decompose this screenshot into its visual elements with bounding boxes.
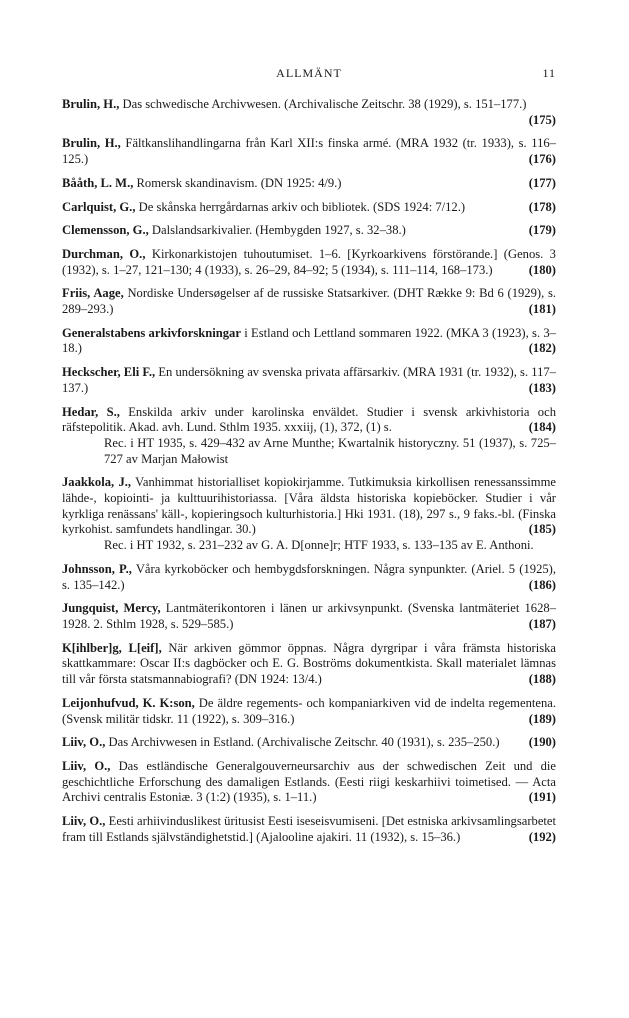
bibliography-entry bbox=[62, 562, 556, 593]
bibliography-entry bbox=[62, 814, 556, 845]
entry-number: (187) bbox=[528, 616, 556, 631]
entry-number: (175) bbox=[528, 112, 556, 127]
entry-number: (176) bbox=[528, 152, 556, 167]
entry-author: Hedar, S., bbox=[62, 404, 120, 419]
entry-text: Lantmäterikontoren i länen ur arkivsynpunkt. (Svenska lantmäteriet 1628–1928. 2. Sthlm 1928, s. 529–585.) bbox=[62, 601, 556, 631]
entry-text: Dalslandsarkivalier. (Hembygden 1927, s. 32–38.) bbox=[148, 223, 406, 238]
page-number: 11 bbox=[542, 66, 556, 80]
entry-text: Eesti arhiivinduslikest üritusist Eesti iseseisvumiseni. [Det estniska arkivsamlingsarbetet fram till Estlands självständighetstid.] (Ajalooline ajakiri. 11 (1932), s. 15–36.) bbox=[62, 814, 557, 844]
entry-number: (185) bbox=[528, 522, 556, 537]
running-header bbox=[62, 66, 556, 84]
bibliography-entry bbox=[62, 97, 556, 128]
entry-author: Brulin, H., bbox=[62, 136, 121, 151]
bibliography-entry bbox=[62, 475, 556, 554]
entry-number: (182) bbox=[528, 341, 556, 356]
entry-author: Liiv, O., bbox=[62, 735, 106, 750]
entry-author: Johnsson, P., bbox=[62, 561, 132, 576]
bibliography-entry bbox=[62, 365, 556, 396]
entry-author: Friis, Aage, bbox=[62, 286, 124, 301]
entry-number: (190) bbox=[528, 735, 556, 750]
bibliography-entry bbox=[62, 223, 556, 239]
entry-author: Liiv, O., bbox=[62, 814, 106, 829]
entry-text: Kirkonarkistojen tuhoutumiset. 1–6. [Kyrkoarkivens förstörande.] (Genos. 3 (1932), s. 1–27, 121–130; 4 (1933), s. 26–29, 84–92; 5 (1934), s. 111–114, 168–173.) bbox=[62, 246, 556, 277]
entry-text: Nordiske Undersøgelser af de russiske Statsarkiver. (DHT Række 9: Bd 6 (1929), s. 289–293.) bbox=[62, 286, 556, 317]
entry-author: Generalstabens arkivforskningar bbox=[62, 325, 241, 340]
entry-author: Bååth, L. M., bbox=[62, 175, 134, 190]
bibliography-entry bbox=[62, 326, 556, 357]
entry-author: Brulin, H., bbox=[62, 97, 120, 111]
entry-number: (186) bbox=[528, 577, 556, 592]
entry-text: En undersökning av svenska privata affärsarkiv. (MRA 1931 (tr. 1932), s. 117–137.) bbox=[62, 365, 556, 395]
entry-text: Fältkanslihandlingarna från Karl XII:s finska armé. (MRA 1932 (tr. 1933), s. 116–125.) bbox=[62, 136, 557, 167]
entry-number: (192) bbox=[528, 829, 556, 844]
bibliography-entry bbox=[62, 405, 556, 468]
bibliography-entry bbox=[62, 735, 556, 751]
entry-number: (180) bbox=[528, 262, 556, 277]
bibliography-list bbox=[62, 97, 556, 853]
entry-text: Das estländische Generalgouverneursarchiv aus der schwedischen Zeit und die geschichtliche Erforschung des damaligen Estlands. (Eesti riigi keskarhiivi toimetised. — Acta Archivi centralis Estoniæ. 3 (1:2) (1935), s. 1–11.) bbox=[62, 758, 557, 805]
entry-review: Rec. i HT 1935, s. 429–432 av Arne Munthe; Kwartalnik historyczny. 51 (1937), s. 725–727 av Marjan Małowist bbox=[104, 435, 556, 466]
bibliography-entry bbox=[62, 601, 556, 632]
entry-author: Jaakkola, J., bbox=[62, 475, 132, 490]
entry-number: (189) bbox=[528, 711, 556, 726]
entry-text: i Estland och Lettland sommaren 1922. (MKA 3 (1923), s. 3–18.) bbox=[62, 325, 556, 356]
entry-text: De skånska herrgårdarnas arkiv och bibliotek. (SDS 1924: 7/12.) bbox=[135, 199, 466, 214]
entry-text: Das Archivwesen in Estland. (Archivalische Zeitschr. 40 (1931), s. 235–250.) bbox=[105, 735, 500, 750]
bibliography-entry bbox=[62, 641, 556, 688]
entry-author: Carlquist, G., bbox=[62, 199, 136, 214]
entry-author: Jungquist, Mercy, bbox=[62, 601, 161, 616]
entry-number: (179) bbox=[528, 223, 556, 238]
entry-text: Våra kyrkoböcker och hembygdsforskningen. Några synpunkter. (Ariel. 5 (1925), s. 135–142.) bbox=[62, 561, 557, 592]
entry-author: Leijonhufvud, K. K:son, bbox=[62, 695, 195, 710]
entry-author: Durchman, O., bbox=[62, 246, 146, 261]
entry-text: Vanhimmat historialliset kopiokirjamme. Tutkimuksia kirkollisen renessanssimme lähde-, kopiointi- ja kulttuurihistoriassa. [Våra äldsta historiska kopieböcker. Studier i vår kyrkliga renässans' käll-, kopieringsoch kulturhistoria.] Hki 1931. (18), 297 s., 9 faks.-bl. (Finska kyrkohist. samfundets handlingar. 30.) bbox=[62, 475, 556, 537]
entry-number: (183) bbox=[528, 380, 556, 395]
entry-author: K[ihlber]g, L[eif], bbox=[62, 640, 162, 655]
section-title: ALLMÄNT bbox=[276, 66, 342, 80]
bibliography-entry bbox=[62, 696, 556, 727]
entry-author: Clemensson, G., bbox=[62, 223, 149, 238]
bibliography-entry bbox=[62, 176, 556, 192]
entry-number: (178) bbox=[528, 199, 556, 214]
entry-number: (191) bbox=[528, 790, 556, 805]
bibliography-entry bbox=[62, 200, 556, 216]
entry-text: När arkiven gömmor öppnas. Några dyrgripar i våra främsta historiska skattkammare: Oscar II:s dagböcker och E. G. Boströms dokumentkista. Skall materialet lämnas till vår första statsmannabiografi? (DN 1924: 13/4.) bbox=[62, 640, 556, 687]
entry-text: Romersk skandinavism. (DN 1925: 4/9.) bbox=[133, 175, 342, 190]
entry-number: (177) bbox=[528, 175, 556, 190]
entry-number: (181) bbox=[528, 302, 556, 317]
entry-text: De äldre regements- och kompaniarkiven vid de indelta regementena. (Svensk militär tidskr. 11 (1922), s. 309–316.) bbox=[62, 695, 556, 726]
bibliography-entry bbox=[62, 136, 556, 167]
entry-author: Heckscher, Eli F., bbox=[62, 365, 156, 380]
entry-author: Liiv, O., bbox=[62, 758, 111, 773]
entry-number: (184) bbox=[528, 420, 556, 435]
bibliography-entry bbox=[62, 759, 556, 806]
bibliography-entry bbox=[62, 286, 556, 317]
entry-text: Enskilda arkiv under karolinska enväldet. Studier i svensk arkivhistoria och räfstepolitik. Akad. avh. Lund. Sthlm 1935. xxxiij, (1), 372, (1) s. bbox=[62, 404, 556, 435]
entry-text: Das schwedische Archivwesen. (Archivalische Zeitschr. 38 (1929), s. 151–177.) bbox=[119, 97, 527, 111]
entry-number: (188) bbox=[528, 672, 556, 687]
bibliography-entry bbox=[62, 247, 556, 278]
entry-review: Rec. i HT 1932, s. 231–232 av G. A. D[onne]r; HTF 1933, s. 133–135 av E. Anthoni. bbox=[104, 538, 534, 553]
